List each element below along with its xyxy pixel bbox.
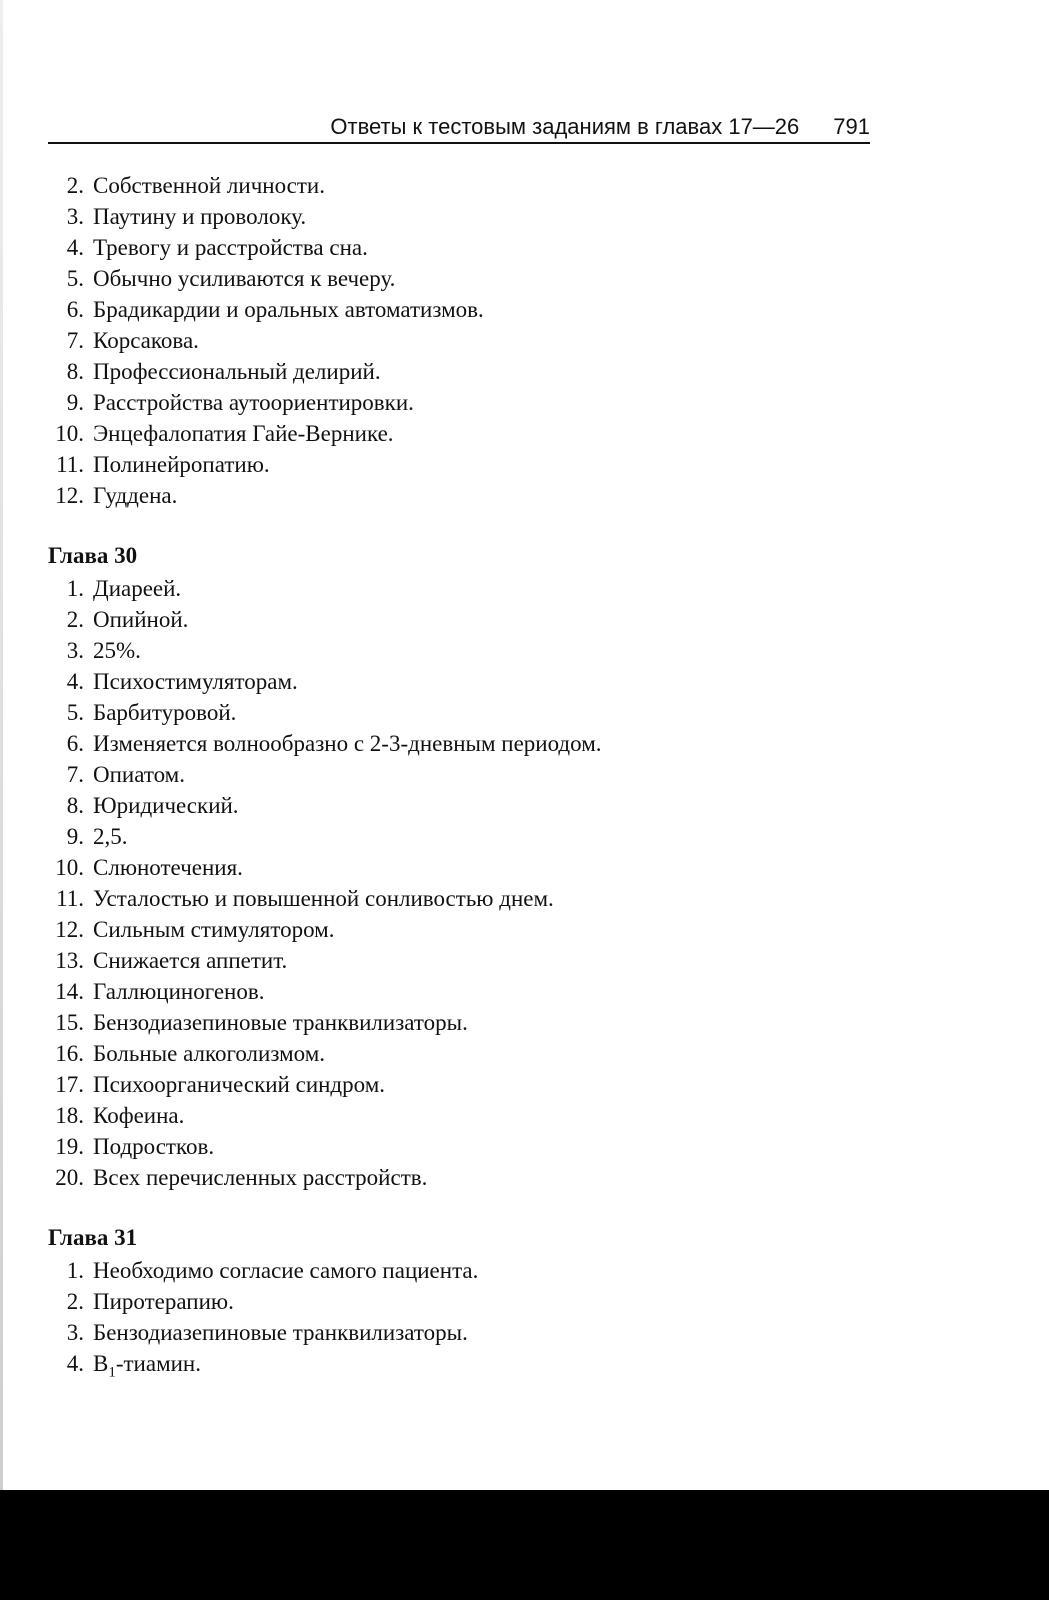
- answer-text: Обычно усиливаются к вечеру.: [93, 266, 396, 291]
- answer-number: 5.: [66, 266, 84, 291]
- answer-number: 9.: [66, 390, 84, 415]
- answer-number: 13.: [55, 948, 84, 973]
- page-number: 791: [833, 114, 870, 139]
- answer-text: Психоорганический синдром.: [93, 1072, 386, 1097]
- answer-text: 2,5.: [93, 824, 128, 849]
- answer-item: [48, 449, 870, 480]
- answer-item: [48, 170, 870, 201]
- answer-text-part: В: [93, 1351, 109, 1376]
- answer-number: 11.: [56, 886, 84, 911]
- answer-item: [48, 1038, 870, 1069]
- answer-text: Расстройства аутоориентировки.: [93, 390, 414, 415]
- chapter-31-answer-list-tail: [48, 1348, 870, 1379]
- answer-text: Корсакова.: [93, 328, 199, 353]
- answer-text: Брадикардии и оральных автоматизмов.: [93, 297, 484, 322]
- answer-number: 10.: [55, 855, 84, 880]
- answer-number: 12.: [55, 917, 84, 942]
- answer-number: 11.: [56, 452, 84, 477]
- answer-text: Сильным стимулятором.: [93, 917, 335, 942]
- answer-number: 15.: [55, 1010, 84, 1035]
- answer-text: [84, 1348, 201, 1379]
- answer-item: [48, 1131, 870, 1162]
- answer-text: Гуддена.: [93, 483, 178, 508]
- answer-item: [48, 325, 870, 356]
- answer-number: 2.: [66, 607, 84, 632]
- chapter-31-heading: Глава 31: [48, 1225, 138, 1250]
- answer-text: Подростков.: [93, 1134, 215, 1159]
- answer-item: [48, 1069, 870, 1100]
- answer-item: [48, 728, 870, 759]
- answer-number: 19.: [55, 1134, 84, 1159]
- answer-number: 17.: [55, 1072, 84, 1097]
- answer-item: [48, 790, 870, 821]
- answer-number: 1.: [66, 576, 84, 601]
- answer-text: Изменяется волнообразно с 2-3-дневным периодом.: [93, 731, 602, 756]
- continued-answer-list: [48, 170, 870, 511]
- answer-text: Юридический.: [93, 793, 239, 818]
- answer-text: Опиатом.: [93, 762, 185, 787]
- answer-subscript: 1: [108, 1364, 116, 1381]
- answer-number: 18.: [55, 1103, 84, 1128]
- answer-number: 7.: [66, 762, 84, 787]
- answer-text: Собственной личности.: [93, 173, 325, 198]
- answer-number: 12.: [55, 483, 84, 508]
- answer-item: [48, 356, 870, 387]
- answer-text: Профессиональный делирий.: [93, 359, 381, 384]
- answer-number: 3.: [66, 1320, 84, 1345]
- answer-number: 14.: [55, 979, 84, 1004]
- answer-number: 5.: [66, 700, 84, 725]
- answer-text: Бензодиазепиновые транквилизаторы.: [93, 1320, 468, 1345]
- answer-text: Барбитуровой.: [93, 700, 237, 725]
- answer-number: 7.: [66, 328, 84, 353]
- answer-item: [48, 604, 870, 635]
- answer-item: [48, 635, 870, 666]
- answer-number: 8.: [66, 359, 84, 384]
- chapter-31-answer-list: [48, 1255, 870, 1348]
- answer-text: Всех перечисленных расстройств.: [93, 1165, 428, 1190]
- answer-text: 25%.: [93, 638, 141, 663]
- answer-text: Полинейропатию.: [93, 452, 270, 477]
- running-header: [48, 114, 870, 144]
- answer-text: Паутину и проволоку.: [93, 204, 307, 229]
- answer-number: 4.: [66, 235, 84, 260]
- answer-text: Пиротерапию.: [93, 1289, 234, 1314]
- page-content: [48, 170, 870, 1379]
- answer-item: [48, 759, 870, 790]
- answer-number: 9.: [66, 824, 84, 849]
- answer-item: [48, 1162, 870, 1193]
- page-left-edge: [0, 0, 3, 1600]
- answer-item: [48, 945, 870, 976]
- answer-text-part: -тиамин.: [115, 1351, 201, 1376]
- answer-item: [48, 480, 870, 511]
- answer-item: [48, 1255, 870, 1286]
- scan-bottom-black-bar: [0, 1490, 1049, 1600]
- answer-item: [48, 914, 870, 945]
- answer-number: 4.: [66, 669, 84, 694]
- answer-number: 8.: [66, 793, 84, 818]
- answer-item: [48, 387, 870, 418]
- answer-item: [48, 263, 870, 294]
- answer-number: 2.: [66, 1289, 84, 1314]
- answer-item: [48, 666, 870, 697]
- answer-number: 1.: [66, 1258, 84, 1283]
- answer-text: Необходимо согласие самого пациента.: [93, 1258, 479, 1283]
- answer-text: Диареей.: [93, 576, 182, 601]
- answer-text: Психостимуляторам.: [93, 669, 298, 694]
- answer-item: [48, 1317, 870, 1348]
- answer-number: 16.: [55, 1041, 84, 1066]
- answer-item: [48, 883, 870, 914]
- answer-text: Кофеина.: [93, 1103, 185, 1128]
- answer-item: [48, 573, 870, 604]
- answer-number: 2.: [66, 173, 84, 198]
- answer-number: 4.: [66, 1351, 84, 1376]
- answer-item: [48, 294, 870, 325]
- answer-text: Больные алкоголизмом.: [93, 1041, 326, 1066]
- answer-item: [48, 852, 870, 883]
- answer-text: Галлюциногенов.: [93, 979, 265, 1004]
- answer-item: [48, 1100, 870, 1131]
- answer-text: Снижается аппетит.: [93, 948, 288, 973]
- answer-text: Усталостью и повышенной сонливостью днем.: [93, 886, 554, 911]
- answer-item: [48, 418, 870, 449]
- answer-item: [48, 201, 870, 232]
- answer-number: 3.: [66, 204, 84, 229]
- answer-text: Энцефалопатия Гайе-Вернике.: [93, 421, 394, 446]
- answer-number: 10.: [55, 421, 84, 446]
- answer-text: Бензодиазепиновые транквилизаторы.: [93, 1010, 468, 1035]
- answer-item: [48, 976, 870, 1007]
- answer-item: [48, 821, 870, 852]
- answer-item: [48, 1348, 870, 1379]
- answer-item: [48, 1286, 870, 1317]
- answer-item: [48, 1007, 870, 1038]
- header-title: Ответы к тестовым заданиям в главах 17—26: [330, 114, 800, 139]
- chapter-30-answer-list: [48, 573, 870, 1193]
- answer-text: Слюнотечения.: [93, 855, 243, 880]
- answer-text: Опийной.: [93, 607, 189, 632]
- answer-number: 6.: [66, 731, 84, 756]
- chapter-30-heading: Глава 30: [48, 543, 138, 568]
- answer-number: 3.: [66, 638, 84, 663]
- answer-number: 6.: [66, 297, 84, 322]
- answer-text: Тревогу и расстройства сна.: [93, 235, 368, 260]
- answer-number: 20.: [55, 1165, 84, 1190]
- answer-item: [48, 232, 870, 263]
- answer-item: [48, 697, 870, 728]
